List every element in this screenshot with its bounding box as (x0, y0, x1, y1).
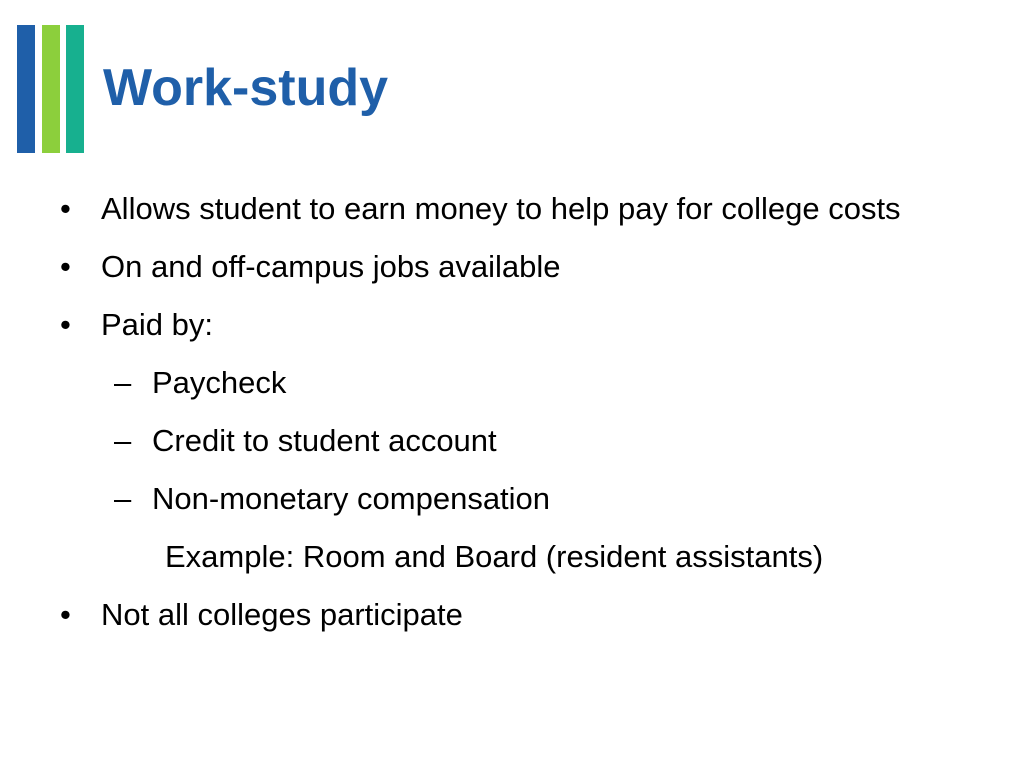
dash-marker: – (114, 481, 132, 516)
sub-bullet-text: Credit to student account (152, 423, 497, 458)
bullet-marker: • (60, 307, 71, 342)
bullet-marker: • (60, 249, 71, 284)
sub-bullet-item (60, 418, 980, 464)
sub-bullet-text: Paycheck (152, 365, 287, 400)
sub-bullet-item (60, 476, 980, 522)
bullet-item (60, 302, 980, 348)
bullet-item (60, 186, 980, 232)
bullet-marker: • (60, 191, 71, 226)
bullet-text: Allows student to earn money to help pay for college costs (101, 191, 901, 226)
bullet-marker: • (60, 597, 71, 632)
slide-title: Work-study (103, 59, 389, 117)
dash-marker: – (114, 365, 132, 400)
dash-marker: – (114, 423, 132, 458)
sub-bullet-text: Non-monetary compensation (152, 481, 551, 516)
bullet-item (60, 592, 980, 638)
bullet-text: Not all colleges participate (101, 597, 463, 632)
accent-bar-blue (17, 25, 35, 153)
accent-bar-teal (66, 25, 84, 153)
bullet-list (60, 186, 980, 638)
bullet-text: Paid by: (101, 307, 214, 342)
sub-bullet-item (60, 360, 980, 406)
accent-bar-green (42, 25, 60, 153)
example-note-text: Example: Room and Board (resident assistants) (165, 539, 824, 574)
example-note (60, 534, 980, 580)
title-accent-bars (17, 25, 87, 153)
bullet-text: On and off-campus jobs available (101, 249, 561, 284)
bullet-item (60, 244, 980, 290)
